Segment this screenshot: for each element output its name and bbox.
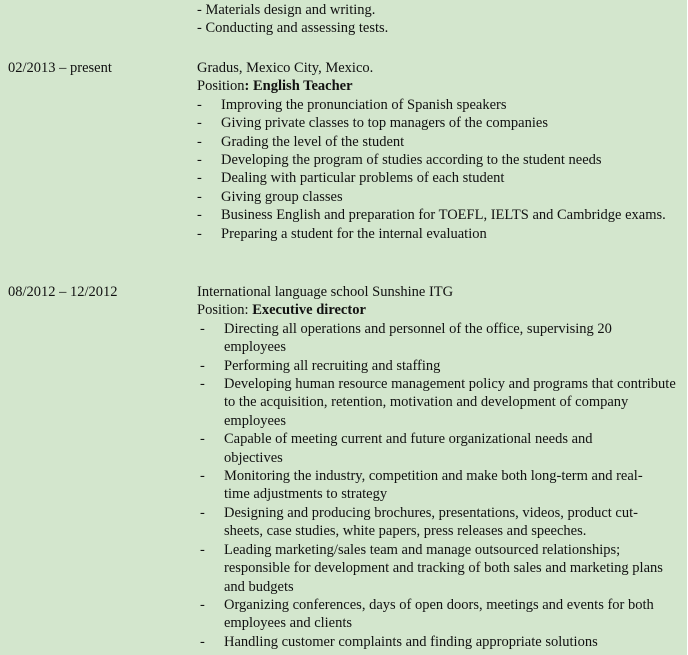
employer-name: International language school Sunshine ITG	[197, 284, 454, 300]
experience-entry	[197, 59, 683, 243]
entry-date: 08/2012 – 12/2012	[8, 284, 118, 300]
duty-text: Dealing with particular problems of each student	[221, 170, 505, 187]
bullet-dash: -	[200, 504, 205, 521]
bullet-dash: -	[200, 431, 205, 448]
previous-duty-item: - Materials design and writing.	[197, 2, 376, 18]
position-label: Position	[197, 78, 245, 95]
duties-list	[197, 96, 683, 243]
duty-text: Capable of meeting current and future organizational needs and objectives	[224, 431, 593, 466]
duty-item	[197, 169, 683, 187]
previous-duty-item: - Conducting and assessing tests.	[197, 20, 389, 37]
bullet-dash: -	[197, 170, 202, 187]
duty-text: Performing all recruiting and staffing	[224, 357, 441, 374]
duty-text: Improving the pronunciation of Spanish speakers	[221, 96, 507, 113]
experience-entry	[197, 283, 683, 651]
position-line	[197, 301, 683, 319]
duty-text: Giving group classes	[221, 188, 343, 205]
duty-text: Directing all operations and personnel of the office, supervising 20 employees	[224, 320, 612, 356]
duty-text: Business English and preparation for TOEFL, IELTS and Cambridge exams.	[221, 207, 666, 224]
duty-item	[197, 633, 683, 651]
duty-text: Grading the level of the student	[221, 133, 405, 150]
duty-item	[197, 430, 644, 467]
duty-text: Leading marketing/sales team and manage outsourced relationships; responsible for development and tracking of both sales and marketing plans and budgets	[224, 541, 663, 595]
duty-item	[197, 206, 671, 224]
bullet-dash: -	[197, 115, 202, 132]
bullet-dash: -	[200, 320, 205, 337]
bullet-dash: -	[197, 188, 202, 205]
position-label: Position:	[197, 302, 249, 319]
bullet-dash: -	[200, 468, 205, 485]
duty-item	[197, 320, 656, 357]
duty-text: Handling customer complaints and finding appropriate solutions	[224, 633, 598, 650]
position-title: Executive director	[252, 302, 366, 319]
duty-item	[197, 541, 676, 596]
duty-text: Preparing a student for the internal evaluation	[221, 225, 487, 242]
bullet-dash: -	[200, 596, 205, 613]
duty-item	[197, 375, 682, 430]
duty-item	[197, 151, 683, 169]
bullet-dash: -	[200, 357, 205, 374]
duty-item	[197, 133, 683, 151]
duty-text: Monitoring the industry, competition and make both long-term and real-time adjustments to strategy	[224, 468, 643, 503]
employer-name: Gradus, Mexico City, Mexico.	[197, 60, 374, 76]
duty-item	[197, 357, 683, 375]
duty-item	[197, 114, 683, 132]
duty-item	[197, 504, 656, 541]
bullet-dash: -	[197, 133, 202, 150]
bullet-dash: -	[200, 633, 205, 650]
duty-item	[197, 467, 664, 504]
duty-text: Designing and producing brochures, presentations, videos, product cut-sheets, case studies, white papers, press releases and speeches.	[224, 504, 638, 540]
previous-duties	[197, 1, 683, 38]
duties-list	[197, 320, 683, 651]
duty-text: Giving private classes to top managers of the companies	[221, 115, 548, 132]
bullet-dash: -	[197, 96, 202, 113]
duty-text: Organizing conferences, days of open doors, meetings and events for both employees and clients	[224, 596, 654, 632]
bullet-dash: -	[200, 541, 205, 558]
bullet-dash: -	[197, 225, 202, 242]
position-separator: :	[244, 78, 254, 95]
bullet-dash: -	[197, 152, 202, 169]
duty-item	[197, 596, 672, 633]
bullet-dash: -	[197, 207, 202, 224]
duty-item	[197, 188, 683, 206]
bullet-dash: -	[200, 376, 205, 393]
duty-text: Developing human resource management policy and programs that contribute to the acquisition, retention, motivation and development of company employees	[224, 376, 676, 429]
duty-item	[197, 225, 683, 243]
duty-item	[197, 96, 683, 114]
entry-date: 02/2013 – present	[8, 60, 112, 76]
duty-text: Developing the program of studies according to the student needs	[221, 152, 602, 169]
position-title: English Teacher	[253, 78, 353, 95]
position-line	[197, 77, 683, 95]
